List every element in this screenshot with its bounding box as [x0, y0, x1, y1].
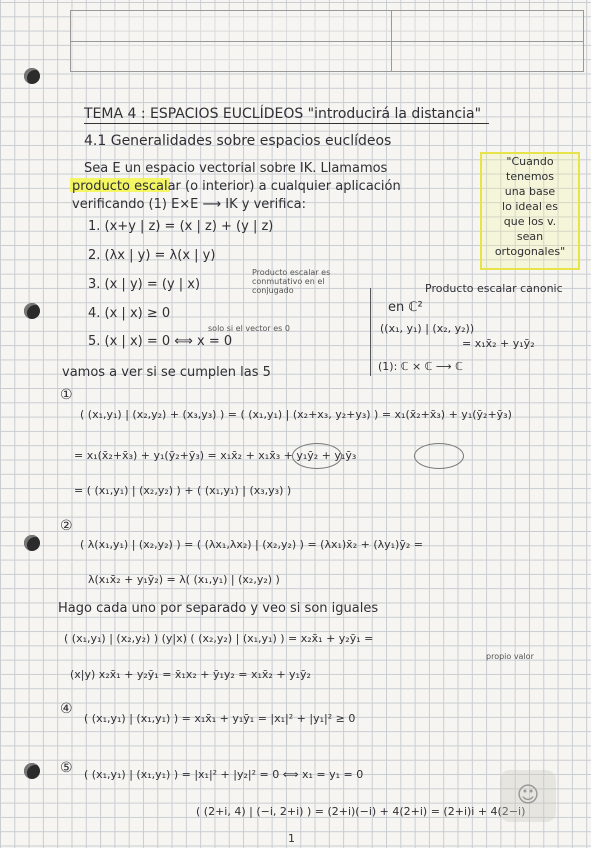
- intro-line: verificando (1) E×E ⟶ IK y verifica:: [72, 197, 306, 212]
- canonic-vectors: ((x₁, y₁) | (x₂, y₂)): [380, 322, 475, 335]
- title-underline: [84, 123, 489, 124]
- annotation-zero: solo si el vector es 0: [208, 324, 290, 333]
- canonic-bracket: [370, 288, 371, 376]
- step-4-line: ( (x₁,y₁) | (x₁,y₁) ) = x₁x̄₁ + y₁ȳ₁ = |x₁|² + |y₁|² ≥ 0: [84, 712, 356, 725]
- step-marker-4: ④: [60, 701, 73, 717]
- property-2: 2. (λx | y) = λ(x | y): [88, 248, 216, 263]
- note-line: lo ideal es: [502, 200, 558, 213]
- intro-line: producto escalar (o interior) a cualquier aplicación: [72, 179, 401, 194]
- step-2-line: ( λ(x₁,y₁) | (x₂,y₂) ) = ( (λx₁,λx₂) | (x₂,y₂) ) = (λx₁)x̄₂ + (λy₁)ȳ₂ =: [80, 538, 423, 551]
- step-2-line: λ(x₁x̄₂ + y₁ȳ₂) = λ( (x₁,y₁) | (x₂,y₂) ): [88, 573, 280, 586]
- header-box: [70, 10, 584, 72]
- page-title: TEMA 4 : ESPACIOS EUCLÍDEOS "introducirá la distancia": [84, 106, 482, 122]
- note-line: que los v.: [503, 215, 557, 228]
- step-3-line: ( (x₁,y₁) | (x₂,y₂) ) (y|x) ( (x₂,y₂) | (x₁,y₁) ) = x₂x̄₁ + y₂ȳ₁ =: [64, 632, 374, 645]
- annotation-conjugate: Producto escalar es: [252, 268, 331, 277]
- sticker-icon: ☺: [500, 770, 556, 822]
- sticky-note: [480, 152, 580, 270]
- note-line: una base: [504, 185, 556, 198]
- step-1-line: = x₁(x̄₂+x̄₃) + y₁(ȳ₂+ȳ₃) = x₁x̄₂ + x₁x̄₃ + y₁ȳ₂ + y₁ȳ₃: [74, 449, 357, 462]
- circled-term: [292, 443, 342, 469]
- note-line: ortogonales": [494, 245, 566, 258]
- step-marker-1: ①: [60, 387, 73, 403]
- header-row-divider: [71, 41, 583, 42]
- intro-line: Sea E un espacio vectorial sobre IK. Llamamos: [84, 161, 388, 176]
- property-1: 1. (x+y | z) = (x | z) + (y | z): [88, 219, 274, 234]
- step-3-title: Hago cada uno por separado y veo si son iguales: [58, 601, 379, 616]
- binder-hole-icon: [24, 68, 40, 84]
- header-col-divider: [391, 11, 392, 71]
- canonic-space: en ℂ²: [388, 300, 423, 315]
- binder-hole-icon: [24, 763, 40, 779]
- property-4: 4. (x | x) ≥ 0: [88, 306, 171, 321]
- step-3-line: (x|y) x₂x̄₁ + y₂ȳ₁ = x̄₁x₂ + ȳ₁y₂ = x₁x̄₂ + y₁ȳ₂: [70, 668, 311, 681]
- property-3: 3. (x | y) = (y | x): [88, 277, 201, 292]
- step-5-line: ( (2+i, 4) | (−i, 2+i) ) = (2+i)(−i) + 4(2+i) = (2+i)i + 4(2−i): [196, 805, 526, 818]
- step-1-line: ( (x₁,y₁) | (x₂,y₂) + (x₃,y₃) ) = ( (x₁,y₁) | (x₂+x₃, y₂+y₃) ) = x₁(x̄₂+x̄₃) + y₁(ȳ₂+ȳ₃): [80, 408, 512, 421]
- annotation-conjugate: conmutativo en el: [252, 277, 325, 286]
- binder-hole-icon: [24, 303, 40, 319]
- note-line: "Cuando: [506, 155, 554, 168]
- note-line: tenemos: [506, 170, 554, 183]
- step-marker-2: ②: [60, 518, 73, 534]
- step-1-line: = ( (x₁,y₁) | (x₂,y₂) ) + ( (x₁,y₁) | (x₃,y₃) ): [74, 484, 292, 497]
- canonic-map: (1): ℂ × ℂ ⟶ ℂ: [378, 360, 463, 373]
- section-title: 4.1 Generalidades sobre espacios euclídeos: [84, 133, 392, 149]
- step-marker-5: ⑤: [60, 760, 73, 776]
- step-5-line: ( (x₁,y₁) | (x₁,y₁) ) = |x₁|² + |y₂|² = 0 ⟺ x₁ = y₁ = 0: [84, 768, 364, 781]
- binder-hole-icon: [24, 535, 40, 551]
- annotation-conjugate: conjugado: [252, 286, 294, 295]
- note-line: sean: [516, 230, 544, 243]
- page-number: 1: [288, 832, 295, 845]
- circled-term: [414, 443, 464, 469]
- property-5: 5. (x | x) = 0 ⟺ x = 0: [88, 334, 233, 349]
- check-title: vamos a ver si se cumplen las 5: [62, 365, 271, 380]
- canonic-formula: = x₁x̄₂ + y₁ȳ₂: [462, 337, 535, 350]
- canonic-title: Producto escalar canonic: [425, 282, 563, 295]
- step-3-note: propio valor: [486, 652, 534, 661]
